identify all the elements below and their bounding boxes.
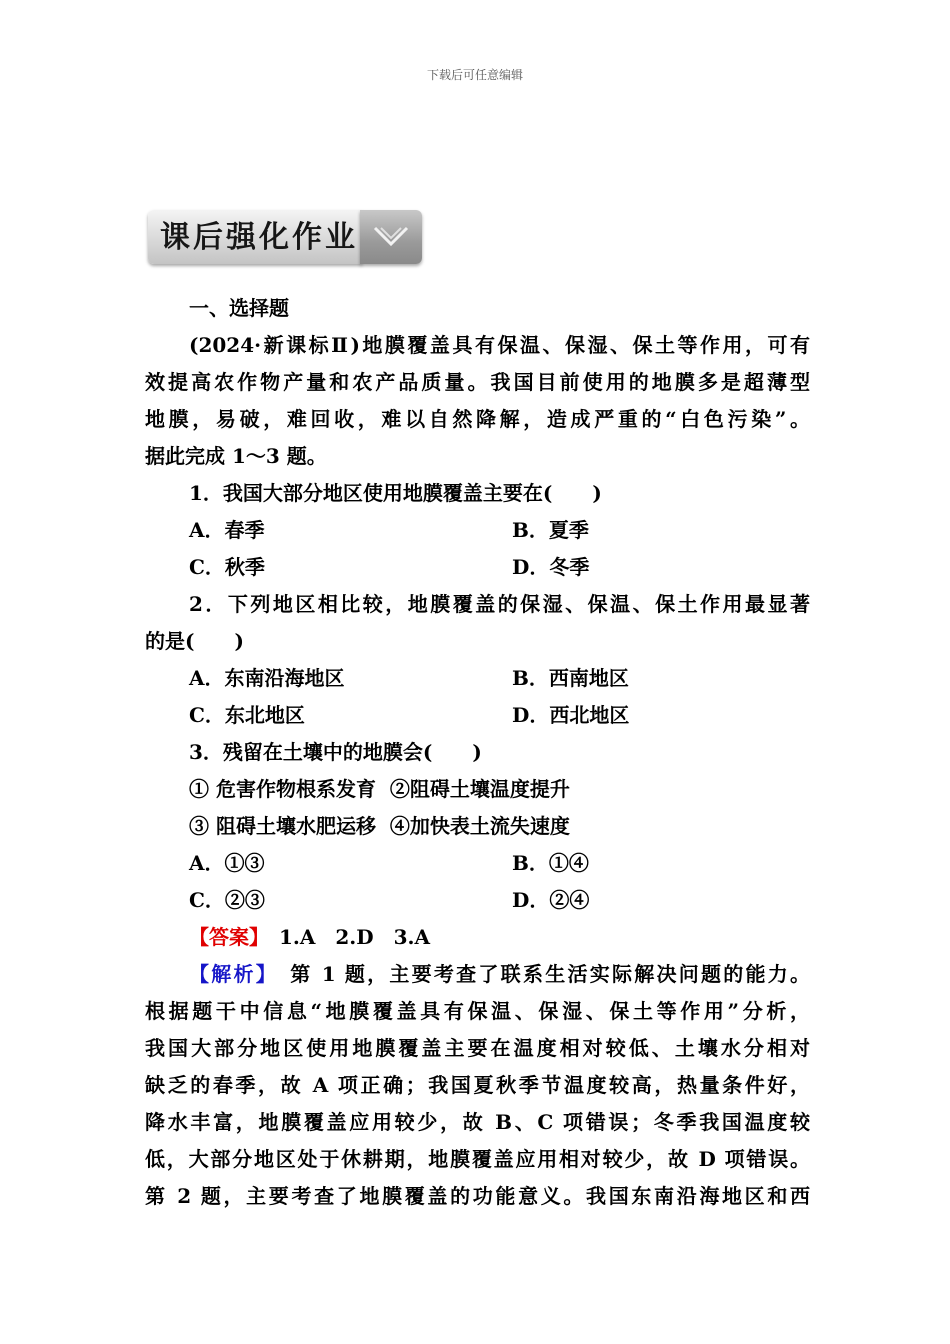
- banner-tab: [360, 210, 422, 264]
- question-2-stem: 的是( ): [145, 629, 244, 653]
- analysis-line: 第 2 题，主要考查了地膜覆盖的功能意义。我国东南沿海地区和西: [145, 1184, 810, 1208]
- option: C．东北地区: [189, 703, 305, 727]
- question-3-item: ③ 阻碍土壤水肥运移 ④加快表土流失速度: [189, 814, 570, 838]
- analysis-text: 第 1 题，主要考查了联系生活实际解决问题的能力。: [268, 962, 811, 986]
- option: D．②④: [512, 888, 590, 912]
- chevron-down-icon: [372, 224, 410, 250]
- option: A．东南沿海地区: [189, 666, 345, 690]
- question-2-stem: 2．下列地区相比较，地膜覆盖的保湿、保温、保土作用最显著: [189, 592, 810, 616]
- option: B．①④: [512, 851, 589, 875]
- answer-tag: 【答案】: [189, 925, 259, 949]
- analysis-line: 降水丰富，地膜覆盖应用较少，故 B、C 项错误；冬季我国温度较: [145, 1110, 810, 1134]
- question-3-item: ① 危害作物根系发育 ②阻碍土壤温度提升: [189, 777, 570, 801]
- question-1-options-row: [145, 512, 810, 549]
- question-1-stem: 1．我国大部分地区使用地膜覆盖主要在( ): [189, 481, 602, 505]
- question-2-options-row: [145, 697, 810, 734]
- option: D．冬季: [512, 555, 590, 579]
- answer-text: 1.A 2.D 3.A: [259, 925, 431, 949]
- question-1-options-row: [145, 549, 810, 586]
- option: A．春季: [189, 518, 265, 542]
- watermark: 下载后可任意编辑: [426, 68, 523, 82]
- analysis-line: 低，大部分地区处于休耕期，地膜覆盖应用相对较少，故 D 项错误。: [145, 1147, 810, 1171]
- option: B．西南地区: [512, 666, 629, 690]
- option: C．秋季: [189, 555, 265, 579]
- analysis-line: 根据题干中信息“地膜覆盖具有保温、保湿、保土等作用”分析，: [145, 999, 810, 1023]
- option: A．①③: [189, 851, 265, 875]
- option: C．②③: [189, 888, 265, 912]
- worksheet-content: [145, 290, 810, 1215]
- question-3-options-row: [145, 882, 810, 919]
- intro-line: 据此完成 1～3 题。: [145, 444, 327, 468]
- section-title: 一、选择题: [189, 296, 289, 320]
- question-3-stem: 3．残留在土壤中的地膜会( ): [189, 740, 482, 764]
- option: D．西北地区: [512, 703, 630, 727]
- intro-line: (2024·新课标Ⅱ)地膜覆盖具有保温、保湿、保土等作用，可有: [189, 333, 810, 357]
- intro-line: 地膜，易破，难回收，难以自然降解，造成严重的“白色污染”。: [145, 407, 810, 431]
- banner-title: 课后强化作业: [160, 220, 358, 255]
- option: B．夏季: [512, 518, 589, 542]
- question-3-options-row: [145, 845, 810, 882]
- question-2-options-row: [145, 660, 810, 697]
- analysis-tag: 【解析】: [189, 962, 269, 986]
- analysis-first-line: [145, 956, 810, 993]
- analysis-line: 我国大部分地区使用地膜覆盖主要在温度相对较低、土壤水分相对: [145, 1036, 810, 1060]
- analysis-line: 缺乏的春季，故 A 项正确；我国夏秋季节温度较高，热量条件好，: [145, 1073, 810, 1097]
- answer-line: [145, 919, 810, 956]
- banner-main: [148, 210, 362, 264]
- section-banner: [148, 208, 424, 266]
- intro-line: 效提高农作物产量和农产品质量。我国目前使用的地膜多是超薄型: [145, 370, 810, 394]
